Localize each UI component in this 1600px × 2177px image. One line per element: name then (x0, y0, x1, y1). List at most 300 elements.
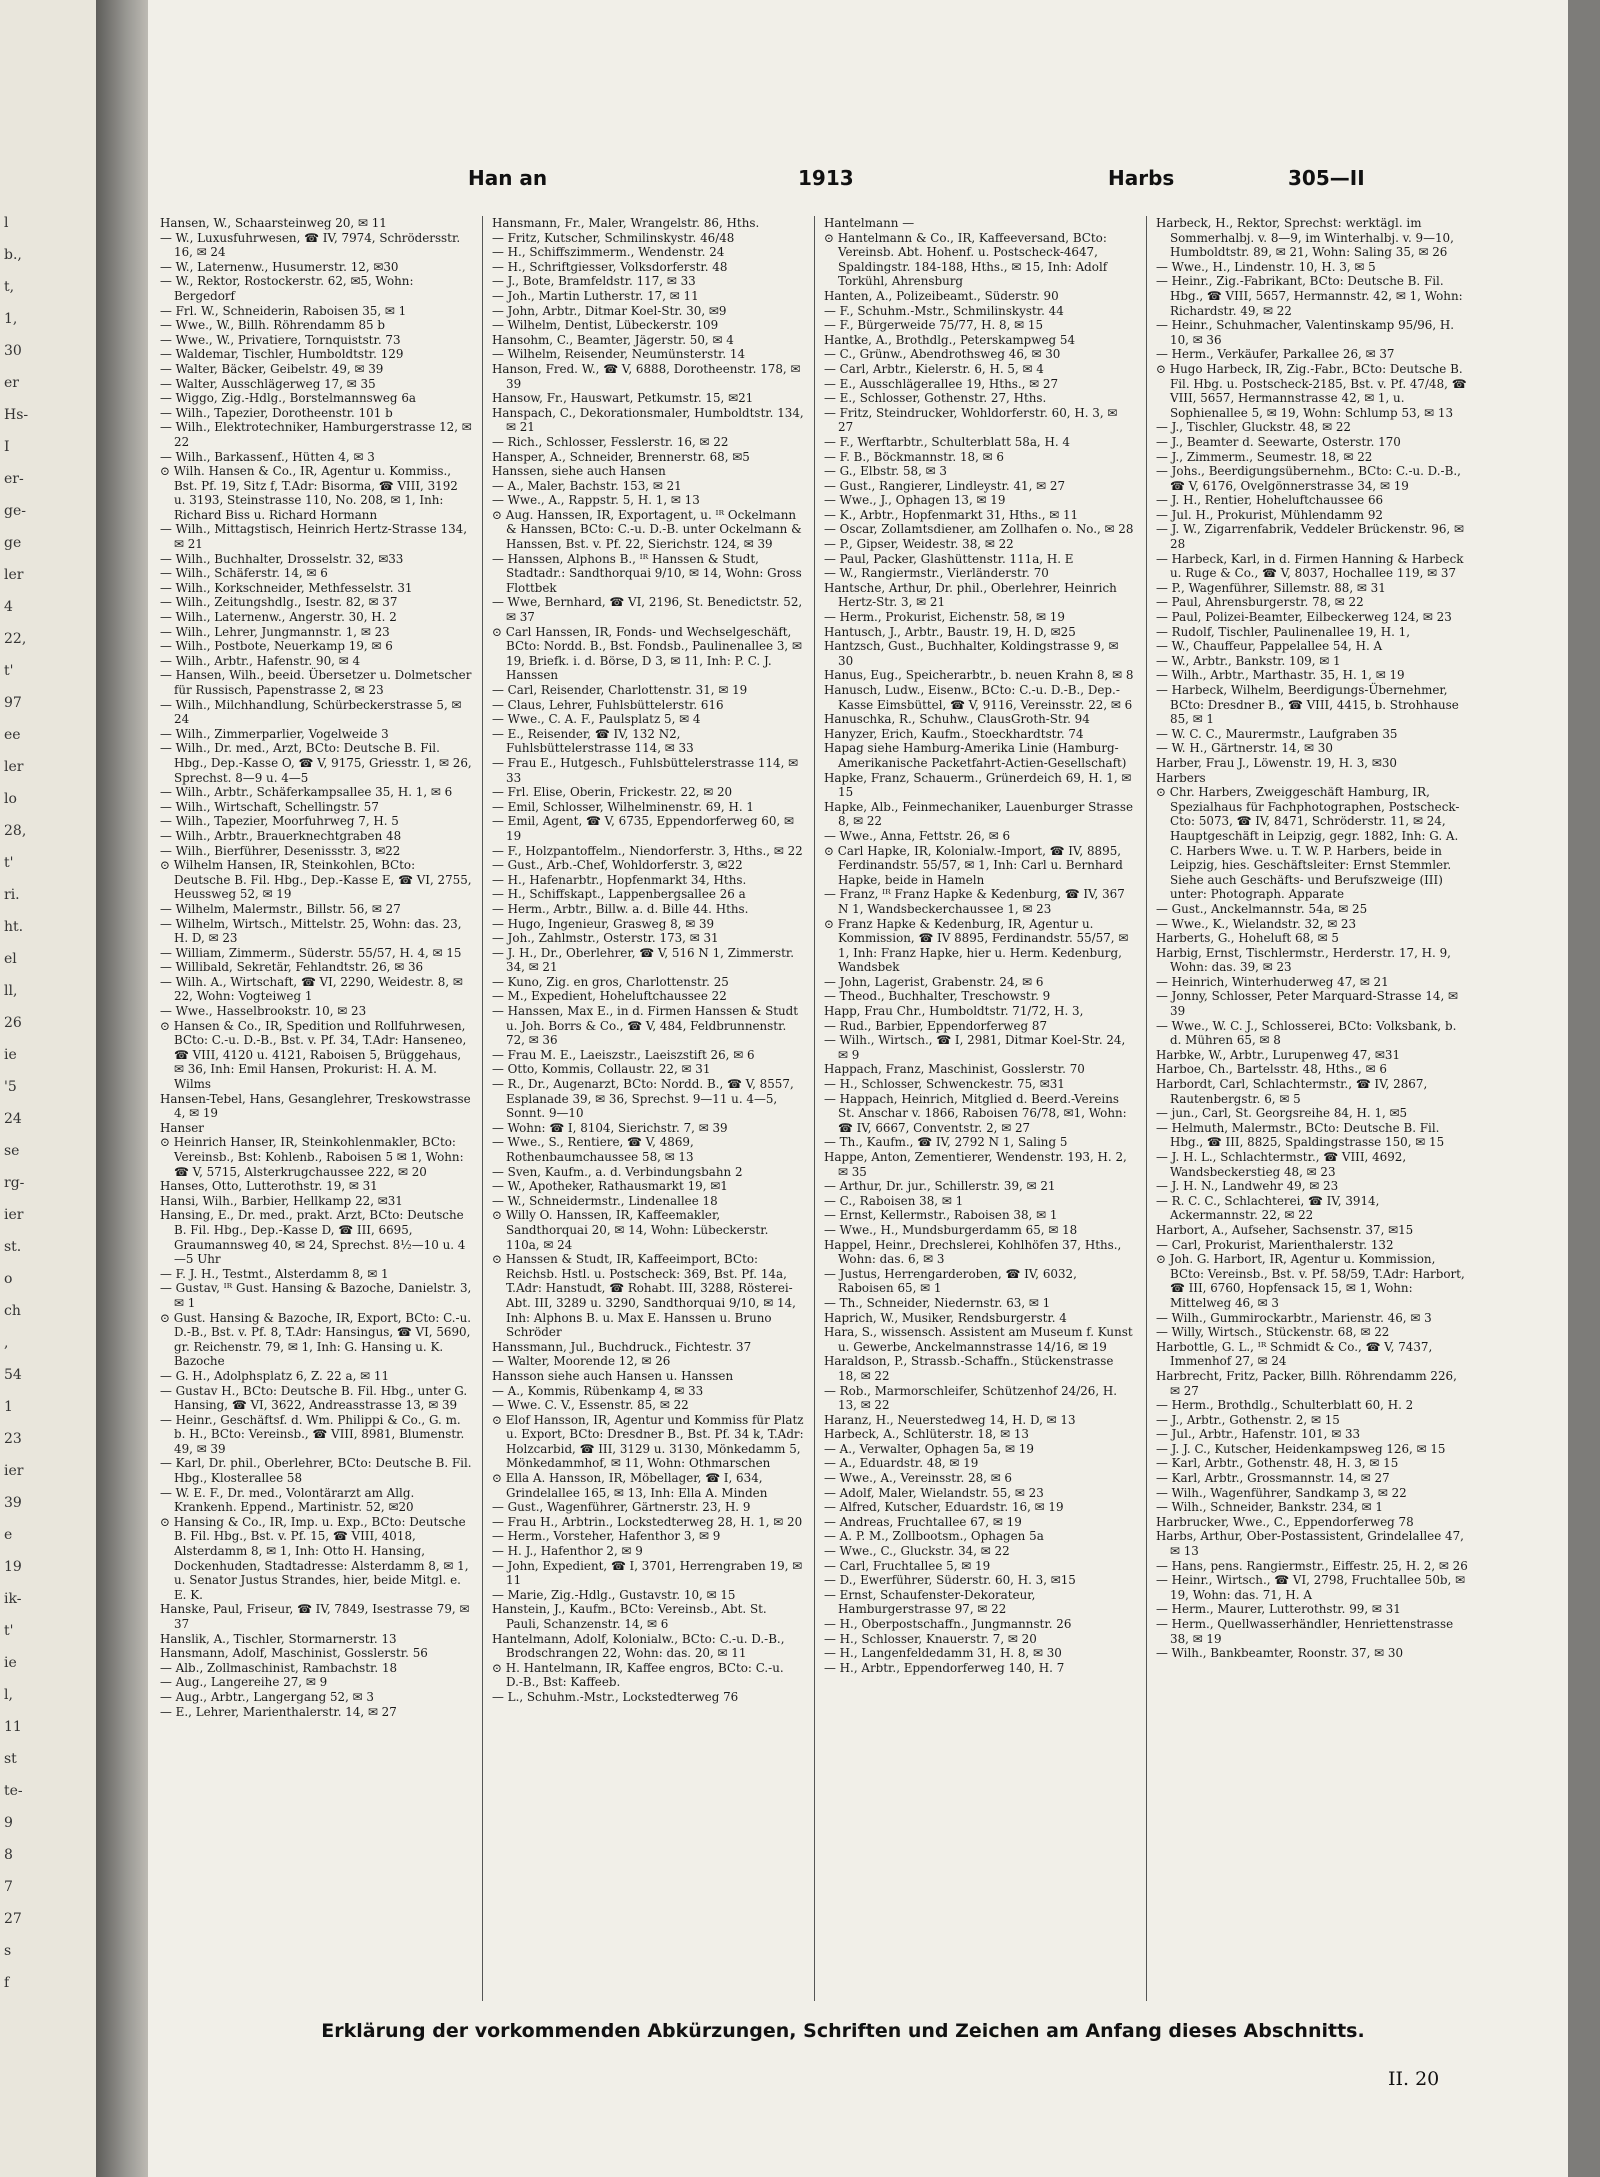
directory-entry: — H., Arbtr., Eppendorferweg 140, H. 7 (824, 1660, 1065, 1675)
directory-entry: — John, Lagerist, Grabenstr. 24, ✉ 6 (824, 974, 1044, 989)
directory-entry: — W., Arbtr., Bankstr. 109, ✉ 1 (1156, 653, 1341, 668)
directory-entry: Haraldson, P., Strassb.-Schaffn., Stückenstrasse 18, ✉ 22 (824, 1354, 1114, 1383)
directory-entry: — E., Ausschlägerallee 19, Hths., ✉ 27 (824, 376, 1059, 391)
directory-entry: — Wwe., Hasselbrookstr. 10, ✉ 23 (160, 1004, 367, 1019)
directory-entry: Happel, Heinr., Drechslerei, Kohlhöfen 37, Hths., Wohn: das. 6, ✉ 3 (824, 1237, 1122, 1267)
previous-page-text-fragment: ie (4, 1047, 17, 1063)
directory-entry: — Hans, pens. Rangiermstr., Eiffestr. 25, H. 2, ✉ 26 (1156, 1558, 1468, 1573)
directory-entry: Hanson, Fred. W., ☎ V, 6888, Dorotheenstr. 178, ✉ 39 (492, 361, 801, 391)
directory-entry: — W. E. F., Dr. med., Volontärarzt am Allg. Krankenh. Eppend., Martinistr. 52, ✉20 (160, 1485, 415, 1515)
directory-entry: — K., Arbtr., Hopfenmarkt 31, Hths., ✉ 11 (824, 507, 1079, 522)
directory-entry: — Emil, Schlosser, Wilhelminenstr. 69, H. 1 (492, 799, 754, 814)
directory-entry: — Wilh., Zeitungshdlg., Isestr. 82, ✉ 37 (160, 595, 398, 610)
directory-entry: Hanuschka, R., Schuhw., ClausGroth-Str. 94 (824, 712, 1090, 727)
directory-entry: — William, Zimmerm., Süderstr. 55/57, H. 4, ✉ 15 (160, 945, 462, 960)
directory-entry: — J., Bote, Bramfeldstr. 117, ✉ 33 (492, 274, 696, 289)
directory-entry: — Wilh., Arbtr., Marthastr. 35, H. 1, ✉ 19 (1156, 668, 1405, 683)
directory-entry: — Theod., Buchhalter, Treschowstr. 9 (824, 989, 1051, 1004)
directory-entry: — Wilh., Tapezier, Moorfuhrweg 7, H. 5 (160, 814, 399, 829)
previous-page-text-fragment: 30 (4, 343, 22, 359)
previous-page-text-fragment: te- (4, 1783, 23, 1799)
directory-entry: Harber, Frau J., Löwenstr. 19, H. 3, ✉30 (1156, 755, 1397, 770)
directory-entry: — Th., Schneider, Niedernstr. 63, ✉ 1 (824, 1295, 1051, 1310)
directory-entry: — Gustav, ᴵᴿ Gust. Hansing & Bazoche, Danielstr. 3, ✉ 1 (160, 1281, 472, 1310)
directory-entry: — Wwe., W., Privatiere, Tornquiststr. 73 (160, 332, 401, 347)
previous-page-text-fragment: Hs- (4, 407, 29, 423)
directory-entry: — W. C. C., Maurermstr., Laufgraben 35 (1156, 726, 1398, 741)
directory-entry: ⊙ Hansing & Co., IR, Imp. u. Exp., BCto: Deutsche B. Fil. Hbg., Bst. v. Pf. 15, ☎ VIII, 4018, Alsterdamm 8, ✉ 1, Inh: Otto H. Hansing, Dockenhuden, Stadtadresse: Alsterdamm 8, ✉ 1, u. Senator Justus Strandes, hier, beide Mitgl. e. E. K. (160, 1514, 469, 1602)
directory-entry: — Frau M. E., Laeiszstr., Laeiszstift 26, ✉ 6 (492, 1047, 755, 1062)
previous-page-text-fragment: f (4, 1975, 10, 1991)
previous-page-text-fragment: ge (4, 535, 22, 551)
directory-entry: — Wilh., Schäferstr. 14, ✉ 6 (160, 566, 328, 581)
directory-entry: Hansohm, C., Beamter, Jägerstr. 50, ✉ 4 (492, 332, 734, 347)
directory-entry: — W., Schneidermstr., Lindenallee 18 (492, 1193, 718, 1208)
directory-entry: — Wilhelm, Dentist, Lübeckerstr. 109 (492, 318, 719, 333)
previous-page-text-fragment: 26 (4, 1015, 22, 1031)
directory-entry: Haprich, W., Musiker, Rendsburgerstr. 4 (824, 1310, 1067, 1325)
directory-entry: — Wilhelm, Reisender, Neumünsterstr. 14 (492, 347, 746, 362)
directory-entry: Hantzsch, Gust., Buchhalter, Koldingstrasse 9, ✉ 30 (824, 639, 1119, 668)
directory-entry: — Wilh., Bankbeamter, Roonstr. 37, ✉ 30 (1156, 1646, 1404, 1661)
previous-page-text-fragment: st. (4, 1239, 22, 1255)
directory-entry: Happ, Frau Chr., Humboldtstr. 71/72, H. 3, (824, 1004, 1084, 1019)
directory-entry: — Rudolf, Tischler, Paulinenallee 19, H. 1, (1156, 624, 1411, 639)
directory-entry: Harberts, G., Hoheluft 68, ✉ 5 (1156, 931, 1339, 946)
directory-entry: Hansmann, Fr., Maler, Wrangelstr. 86, Hths. (492, 216, 760, 230)
directory-entry: — Gustav H., BCto: Deutsche B. Fil. Hbg., unter G. Hansing, ☎ VI, 3622, Andreasstrasse 13, ✉ 39 (160, 1383, 468, 1413)
previous-page-text-fragment: 27 (4, 1911, 22, 1927)
directory-entry: — Wilh., Tapezier, Dorotheenstr. 101 b (160, 405, 393, 420)
directory-entry: Hansen-Tebel, Hans, Gesanglehrer, Treskowstrasse 4, ✉ 19 (160, 1091, 471, 1121)
directory-entry: — W., Luxusfuhrwesen, ☎ IV, 7974, Schrödersstr. 16, ✉ 24 (160, 230, 461, 260)
directory-entry: ⊙ Willy O. Hanssen, IR, Kaffeemakler, Sandthorquai 20, ✉ 14, Wohn: Lübeckerstr. 110a, ✉ 24 (492, 1208, 769, 1252)
directory-page (148, 0, 1568, 2177)
directory-entry: — Joh., Zahlmstr., Osterstr. 173, ✉ 31 (492, 931, 719, 946)
directory-entry: — Wwe., H., Mundsburgerdamm 65, ✉ 18 (824, 1222, 1078, 1237)
directory-entry: — Ernst, Kellermstr., Raboisen 38, ✉ 1 (824, 1208, 1058, 1223)
directory-entry: ⊙ Hanssen & Studt, IR, Kaffeeimport, BCto: Reichsb. Hstl. u. Postscheck: 369, Bst. Pf. 14a, T.Adr: Hanstudt, ☎ Rohabt. III, 3288, Rösterei-Abt. III, 3289 u. 3290, Sandthorquai 9/10, ✉ 14, Inh: Alphons B. u. Max E. Hanssen u. Bruno Schröder (492, 1252, 796, 1340)
directory-entry: Hansow, Fr., Hauswart, Petkumstr. 15, ✉21 (492, 391, 754, 406)
directory-entry: — Wwe., S., Rentiere, ☎ V, 4869, Rothenbaumchaussee 58, ✉ 13 (492, 1135, 694, 1164)
directory-entry: — Wilh., Dr. med., Arzt, BCto: Deutsche B. Fil. Hbg., Dep.-Kasse O, ☎ V, 9175, Griesstr. 1, ✉ 26, Sprechst. 8—9 u. 4—5 (160, 741, 472, 785)
directory-entry: — Wilh., Arbtr., Brauerknechtgraben 48 (160, 828, 402, 843)
directory-entry: — Th., Kaufm., ☎ IV, 2792 N 1, Saling 5 (824, 1135, 1068, 1150)
directory-entry: — W., Rektor, Rostockerstr. 62, ✉5, Wohn: Bergedorf (160, 274, 414, 303)
previous-page-text-fragment: ier (4, 1463, 24, 1479)
previous-page-text-fragment: 9 (4, 1815, 13, 1831)
directory-entry: Hanspach, C., Dekorationsmaler, Humboldtstr. 134, ✉ 21 (492, 405, 804, 435)
directory-entry: ⊙ Heinrich Hanser, IR, Steinkohlenmakler, BCto: Vereinsb., Bst: Kohlenb., Raboisen 5 ✉ 1, Wohn: ☎ V, 5715, Alsterkrugchaussee 222, ✉ 20 (160, 1135, 464, 1179)
directory-entry: ⊙ Hugo Harbeck, IR, Zig.-Fabr., BCto: Deutsche B. Fil. Hbg. u. Postscheck-2185, Bst. v. Pf. 47/48, ☎ VIII, 5657, Hermannstrasse 42, ✉ 1, u. Sophienallee 5, ✉ 19, Wohn: Schlump 53, ✉ 13 (1156, 361, 1467, 420)
directory-entry: — Frl. Elise, Oberin, Frickestr. 22, ✉ 20 (492, 785, 733, 800)
previous-page-text-fragment: ri. (4, 887, 20, 903)
directory-entry: — Aug., Arbtr., Langergang 52, ✉ 3 (160, 1689, 374, 1704)
previous-page-text-fragment: 24 (4, 1111, 22, 1127)
previous-page-text-fragment: 4 (4, 599, 13, 615)
previous-page-text-fragment: ler (4, 759, 24, 775)
directory-entry: Harbig, Ernst, Tischlermstr., Herderstr. 17, H. 9, Wohn: das. 39, ✉ 23 (1156, 945, 1451, 975)
directory-entry: Happach, Franz, Maschinist, Gosslerstr. 70 (824, 1062, 1085, 1077)
directory-entry: — Hansen, Wilh., beeid. Übersetzer u. Dolmetscher für Russisch, Papenstrasse 2, ✉ 23 (160, 668, 472, 697)
previous-page-text-fragment: o (4, 1271, 13, 1287)
previous-page-text-fragment: 19 (4, 1559, 22, 1575)
previous-page-text-fragment: ler (4, 567, 24, 583)
directory-entry: — Herm., Arbtr., Billw. a. d. Bille 44. Hths. (492, 901, 749, 916)
previous-page-text-fragment: ch (4, 1303, 21, 1319)
directory-entry: — Johs., Beerdigungsübernehm., BCto: C.-u. D.-B., ☎ V, 6176, Ovelgönnerstrasse 34, ✉ 19 (1156, 464, 1461, 493)
directory-entry: — Heinr., Geschäftsf. d. Wm. Philippi & Co., G. m. b. H., BCto: Vereinsb., ☎ VIII, 8981, Blumenstr. 49, ✉ 39 (160, 1412, 465, 1456)
directory-entry: ⊙ Elof Hansson, IR, Agentur und Kommiss für Platz u. Export, BCto: Dresdner B., Bst. Pf. 34 k, T.Adr: Holzcarbid, ☎ III, 3129 u. 3130, Mönkedamm 5, Mönkedammhof, ✉ 11, Wohn: Othmarschen (492, 1412, 804, 1471)
directory-entry: Hanusch, Ludw., Eisenw., BCto: C.-u. D.-B., Dep.-Kasse Eimsbüttel, ☎ V, 9116, Vereinsstr. 22, ✉ 6 (824, 683, 1133, 712)
directory-entry: — W., Rangiermstr., Vierländerstr. 70 (824, 566, 1049, 581)
directory-entry: — J. W., Zigarrenfabrik, Veddeler Brückenstr. 96, ✉ 28 (1156, 522, 1464, 552)
previous-page-text-fragment: 23 (4, 1431, 22, 1447)
previous-page-text-fragment: l (4, 215, 9, 231)
directory-entry: ⊙ Wilhelm Hansen, IR, Steinkohlen, BCto: Deutsche B. Fil. Hbg., Dep.-Kasse E, ☎ VI, 2755, Heussweg 52, ✉ 19 (160, 858, 472, 902)
directory-entry: Hansmann, Adolf, Maschinist, Gosslerstr. 56 (160, 1646, 428, 1661)
directory-entry: Hanses, Otto, Lutterothstr. 19, ✉ 31 (160, 1179, 378, 1194)
directory-entry: — Justus, Herrengarderoben, ☎ IV, 6032, Raboisen 65, ✉ 1 (824, 1266, 1077, 1296)
directory-entry: — Otto, Kommis, Collaustr. 22, ✉ 31 (492, 1062, 711, 1077)
directory-entry: Hantelmann — (824, 216, 915, 230)
header-page-number: 305—II (1288, 166, 1365, 190)
directory-entry: — Wwe., A., Rappstr. 5, H. 1, ✉ 13 (492, 493, 700, 508)
directory-entry: — Harbeck, Karl, in d. Firmen Hanning & Harbeck u. Ruge & Co., ☎ V, 8037, Hochallee 119, ✉ 37 (1156, 551, 1464, 581)
directory-entry: — W., Apotheker, Rathausmarkt 19, ✉1 (492, 1179, 728, 1194)
directory-entry: — H. J., Hafenthor 2, ✉ 9 (492, 1544, 643, 1559)
directory-entry: — Wiggo, Zig.-Hdlg., Borstelmannsweg 6a (160, 391, 416, 406)
previous-page-text-fragment: el (4, 951, 17, 967)
directory-entry: — Wwe., K., Wielandstr. 32, ✉ 23 (1156, 916, 1357, 931)
directory-entry: — H., Schriftgiesser, Volksdorferstr. 48 (492, 259, 728, 274)
page-edge (1568, 0, 1600, 2177)
directory-entry: — Emil, Agent, ☎ V, 6735, Eppendorferweg 60, ✉ 19 (492, 814, 794, 843)
directory-entry: ⊙ Aug. Hanssen, IR, Exportagent, u. ᴵᴿ Ockelmann & Hanssen, BCto: C.-u. D.-B. unter Ockelmann & Hanssen, Bst. v. Pf. 22, Sierichstr. 124, ✉ 39 (492, 507, 802, 552)
previous-page-text-fragment: 8 (4, 1847, 13, 1863)
directory-entry: — Frau H., Arbtrin., Lockstedterweg 28, H. 1, ✉ 20 (492, 1514, 803, 1529)
directory-entry: — Walter, Moorende 12, ✉ 26 (492, 1354, 671, 1369)
directory-entry: ⊙ Franz Hapke & Kedenburg, IR, Agentur u. Kommission, ☎ IV 8895, Ferdinandstr. 55/57, ✉ 1, Inh: Franz Hapke, hier u. Herm. Kedenburg, Wandsbek (824, 916, 1129, 975)
directory-entry: — Wilh., Lehrer, Jungmannstr. 1, ✉ 23 (160, 624, 390, 639)
directory-entry: — Wilh., Arbtr., Schäferkampsallee 35, H. 1, ✉ 6 (160, 785, 453, 800)
directory-entry: Hanslik, A., Tischler, Stormarnerstr. 13 (160, 1631, 397, 1646)
directory-entry: Hanser (160, 1120, 204, 1135)
directory-entry: Haranz, H., Neuerstedweg 14, H. D, ✉ 13 (824, 1412, 1076, 1427)
previous-page-text-fragment: ee (4, 727, 21, 743)
directory-entry: Hanstein, J., Kaufm., BCto: Vereinsb., Abt. St. Pauli, Schanzenstr. 14, ✉ 6 (492, 1602, 767, 1631)
directory-entry: — Jul. H., Prokurist, Mühlendamm 92 (1156, 507, 1383, 522)
directory-entry: — Carl, Reisender, Charlottenstr. 31, ✉ 19 (492, 683, 748, 697)
directory-entry: Hapke, Alb., Feinmechaniker, Lauenburger Strasse 8, ✉ 22 (824, 799, 1134, 829)
directory-entry: — Wwe. C. V., Essenstr. 85, ✉ 22 (492, 1398, 689, 1413)
directory-entry: — Heinr., Schuhmacher, Valentinskamp 95/96, H. 10, ✉ 36 (1156, 318, 1455, 347)
directory-entry: — Wilhelm, Malermstr., Billstr. 56, ✉ 27 (160, 901, 401, 916)
directory-entry: — Carl, Prokurist, Marienthalerstr. 132 (1156, 1237, 1394, 1252)
directory-entry: — H., Langenfeldedamm 31, H. 8, ✉ 30 (824, 1646, 1062, 1661)
directory-entry: — Joh., Martin Lutherstr. 17, ✉ 11 (492, 288, 699, 303)
directory-entry: — W., Chauffeur, Pappelallee 54, H. A (1156, 639, 1383, 654)
directory-entry: — Adolf, Maler, Wielandstr. 55, ✉ 23 (824, 1485, 1044, 1500)
directory-entry: — Wilh., Bierführer, Desenissstr. 3, ✉22 (160, 843, 401, 858)
directory-entry: — E., Reisender, ☎ IV, 132 N2, Fuhlsbüttelerstrasse 114, ✉ 33 (492, 726, 694, 756)
directory-entry: — H., Schiffskapt., Lappenbergsallee 26 a (492, 887, 746, 902)
directory-entry: — Herm., Quellwasserhändler, Henriettenstrasse 38, ✉ 19 (1156, 1617, 1454, 1646)
directory-entry: — Wwe., C. A. F., Paulsplatz 5, ✉ 4 (492, 712, 701, 727)
signature-mark: II. 20 (1388, 2068, 1440, 2090)
previous-page-text-fragment: ge- (4, 503, 26, 519)
directory-entry: Hantusch, J., Arbtr., Baustr. 19, H. D, ✉25 (824, 624, 1076, 639)
directory-entry: — Helmuth, Malermstr., BCto: Deutsche B. Fil. Hbg., ☎ III, 8825, Spaldingstrasse 150, ✉ 15 (1156, 1120, 1445, 1150)
directory-entry: — C., Grünw., Abendrothsweg 46, ✉ 30 (824, 347, 1061, 362)
directory-entry: — Frl. W., Schneiderin, Raboisen 35, ✉ 1 (160, 303, 407, 318)
directory-entry: Hapke, Franz, Schauerm., Grünerdeich 69, H. 1, ✉ 15 (824, 770, 1132, 800)
directory-entry: — H., Hafenarbtr., Hopfenmarkt 34, Hths. (492, 872, 747, 887)
previous-page-text-fragment: 1 (4, 1399, 13, 1415)
directory-entry: — Hugo, Ingenieur, Grasweg 8, ✉ 39 (492, 916, 715, 931)
directory-entry: — Kuno, Zig. en gros, Charlottenstr. 25 (492, 974, 729, 989)
directory-entry: — Carl, Arbtr., Kielerstr. 6, H. 5, ✉ 4 (824, 361, 1044, 376)
directory-entry: — H., Schiffszimmerm., Wendenstr. 24 (492, 245, 725, 260)
column-divider (814, 216, 815, 2001)
directory-entry: — Wilh., Milchhandlung, Schürbeckerstrasse 5, ✉ 24 (160, 697, 462, 727)
previous-page-text-fragment: rg- (4, 1175, 25, 1191)
directory-entry: Harbottle, G. L., ᴵᴿ Schmidt & Co., ☎ V, 7437, Immenhof 27, ✉ 24 (1156, 1339, 1433, 1369)
directory-entry: — Gust., Arb.-Chef, Wohldorferstr. 3, ✉22 (492, 858, 743, 873)
directory-entry: — Wwe., W. C. J., Schlosserei, BCto: Volksbank, b. d. Mühren 65, ✉ 8 (1156, 1018, 1457, 1048)
previous-page-text-fragment: ie (4, 1655, 17, 1671)
directory-entry: — C., Raboisen 38, ✉ 1 (824, 1193, 964, 1208)
previous-page-text-fragment: 11 (4, 1719, 22, 1735)
directory-entry: — Karl, Arbtr., Gothenstr. 48, H. 3, ✉ 15 (1156, 1456, 1399, 1471)
book-gutter (96, 0, 148, 2177)
directory-entry: — F., Werftarbtr., Schulterblatt 58a, H. 4 (824, 434, 1070, 449)
directory-entry: — Wilhelm, Wirtsch., Mittelstr. 25, Wohn: das. 23, H. D, ✉ 23 (160, 916, 462, 946)
directory-entry: — P., Wagenführer, Sillemstr. 88, ✉ 31 (1156, 580, 1386, 595)
directory-entry: — Heinrich, Winterhuderweg 47, ✉ 21 (1156, 974, 1389, 989)
directory-entry: — D., Ewerführer, Süderstr. 60, H. 3, ✉15 (824, 1573, 1076, 1588)
directory-entry: — Sven, Kaufm., a. d. Verbindungsbahn 2 (492, 1164, 743, 1179)
directory-entry: — H., Schlosser, Knauerstr. 7, ✉ 20 (824, 1631, 1037, 1646)
directory-entry: Harbort, A., Aufseher, Sachsenstr. 37, ✉15 (1156, 1222, 1414, 1237)
previous-page-text-fragment: 1, (4, 311, 18, 327)
directory-entry: — Claus, Lehrer, Fuhlsbüttelerstr. 616 (492, 697, 724, 712)
directory-entry: — jun., Carl, St. Georgsreihe 84, H. 1, ✉5 (1156, 1106, 1408, 1121)
previous-page-text-fragment: 54 (4, 1367, 22, 1383)
directory-entry: ⊙ Joh. G. Harbort, IR, Agentur u. Kommission, BCto: Vereinsb., Bst. v. Pf. 58/59, T.Adr: Harbort, ☎ III, 6760, Hopfensack 15, ✉ 1, Wohn: Mittelweg 46, ✉ 3 (1156, 1252, 1465, 1310)
directory-entry: — Wwe., H., Lindenstr. 10, H. 3, ✉ 5 (1156, 259, 1376, 274)
directory-entry: — Happach, Heinrich, Mitglied d. Beerd.-Vereins St. Anschar v. 1866, Raboisen 76/78, ✉1, Wohn: ☎ IV, 6667, Conventstr. 2, ✉ 27 (824, 1091, 1127, 1135)
directory-entry: — Fritz, Steindrucker, Wohldorferstr. 60, H. 3, ✉ 27 (824, 405, 1118, 435)
previous-page-text-fragment: l, (4, 1687, 13, 1703)
directory-column-1 (160, 216, 472, 2001)
previous-page-text-fragment: er- (4, 471, 24, 487)
directory-entry: Hansi, Wilh., Barbier, Hellkamp 22, ✉31 (160, 1193, 403, 1208)
directory-entry: Hanssen, siehe auch Hansen (492, 464, 666, 479)
directory-entry: — A., Verwalter, Ophagen 5a, ✉ 19 (824, 1441, 1034, 1456)
directory-entry: Hapag siehe Hamburg-Amerika Linie (Hamburg-Amerikanische Packetfahrt-Actien-Gesellschaft) (824, 741, 1127, 770)
directory-entry: — Wwe., A., Vereinsstr. 28, ✉ 6 (824, 1471, 1013, 1486)
directory-entry: — Herm., Verkäufer, Parkallee 26, ✉ 37 (1156, 347, 1395, 362)
directory-entry: Hanske, Paul, Friseur, ☎ IV, 7849, Isestrasse 79, ✉37 (160, 1602, 470, 1631)
directory-entry: Hantke, A., Brothdlg., Peterskampweg 54 (824, 332, 1076, 347)
directory-entry: — F. B., Böckmannstr. 18, ✉ 6 (824, 449, 1004, 464)
directory-entry: — Wilh., Postbote, Neuerkamp 19, ✉ 6 (160, 639, 393, 654)
directory-entry: Harbordt, Carl, Schlachtermstr., ☎ IV, 2867, Rautenbergstr. 6, ✉ 5 (1156, 1077, 1428, 1106)
directory-entry: — Wwe., C., Gluckstr. 34, ✉ 22 (824, 1544, 1010, 1559)
directory-entry: — A., Kommis, Rübenkamp 4, ✉ 33 (492, 1383, 704, 1398)
header-year: 1913 (798, 166, 854, 190)
directory-entry: Harbeck, H., Rektor, Sprechst: werktägl. im Sommerhalbj. v. 8—9, im Winterhalbj. v. 9—10, Humboldtstr. 89, ✉ 21, Wohn: Saling 35, ✉ 26 (1156, 216, 1454, 260)
directory-entry: — Frau E., Hutgesch., Fuhlsbüttelerstrasse 114, ✉ 33 (492, 755, 799, 785)
directory-entry: — Wwe., W., Billh. Röhrendamm 85 b (160, 318, 385, 333)
directory-entry: — Hanssen, Alphons B., ᴵᴿ Hanssen & Studt, Stadtadr.: Sandthorquai 9/10, ✉ 14, Wohn: Gross Flottbek (492, 551, 802, 595)
directory-entry: ⊙ Hantelmann & Co., IR, Kaffeeversand, BCto: Vereinsb. Abt. Hohenf. u. Postscheck-4647, Spaldingstr. 184-188, Hths., ✉ 15, Inh: Adolf Torkühl, Ahrensburg (824, 230, 1108, 289)
previous-page-text-fragment: 22, (4, 631, 27, 647)
directory-entry: — H., Oberpostschaffn., Jungmannstr. 26 (824, 1617, 1072, 1631)
directory-entry: — Wilh., Gummirockarbtr., Marienstr. 46, ✉ 3 (1156, 1310, 1432, 1325)
directory-entry: — W., Laternenw., Husumerstr. 12, ✉30 (160, 259, 399, 274)
directory-entry: — Fritz, Kutscher, Schmilinskystr. 46/48 (492, 230, 735, 245)
directory-entry: Harbke, W., Arbtr., Lurupenweg 47, ✉31 (1156, 1047, 1401, 1062)
previous-page-text-fragment: se (4, 1143, 20, 1159)
directory-entry: — Willibald, Sekretär, Fehlandtstr. 26, ✉ 36 (160, 960, 424, 975)
directory-entry: Hansing, E., Dr. med., prakt. Arzt, BCto: Deutsche B. Fil. Hbg., Dep.-Kasse D, ☎ III, 6695, Graumannsweg 40, ✉ 24, Sprechst. 8½—10 u. 4—5 Uhr (160, 1208, 466, 1267)
directory-entry: — Waldemar, Tischler, Humboldtstr. 129 (160, 347, 404, 362)
header-left-keyword: Han an (468, 166, 548, 190)
directory-entry: — Wilh., Wirtschaft, Schellingstr. 57 (160, 799, 379, 814)
directory-entry: — E., Schlosser, Gothenstr. 27, Hths. (824, 391, 1047, 406)
directory-entry: — J. J. C., Kutscher, Heidenkampsweg 126, ✉ 15 (1156, 1441, 1446, 1456)
directory-entry: — Wwe, Bernhard, ☎ VI, 2196, St. Benedictstr. 52, ✉ 37 (492, 595, 803, 625)
directory-entry: — Jonny, Schlosser, Peter Marquard-Strasse 14, ✉ 39 (1156, 989, 1458, 1019)
directory-entry: Hansen, W., Schaarsteinweg 20, ✉ 11 (160, 216, 387, 230)
directory-entry: Hantsche, Arthur, Dr. phil., Oberlehrer, Heinrich Hertz-Str. 3, ✉ 21 (824, 580, 1117, 610)
directory-entry: — J. H. N., Landwehr 49, ✉ 23 (1156, 1179, 1339, 1194)
directory-entry: — John, Arbtr., Ditmar Koel-Str. 30, ✉9 (492, 303, 727, 318)
previous-page-text-fragment: ier (4, 1207, 24, 1223)
directory-entry: Hanus, Eug., Speicherarbtr., b. neuen Krahn 8, ✉ 8 (824, 668, 1134, 683)
directory-entry: — P., Gipser, Weidestr. 38, ✉ 22 (824, 537, 1014, 552)
directory-entry: — Herm., Maurer, Lutterothstr. 99, ✉ 31 (1156, 1602, 1401, 1617)
directory-entry: — F. J. H., Testmt., Alsterdamm 8, ✉ 1 (160, 1266, 389, 1281)
directory-entry: — Wilh., Arbtr., Hafenstr. 90, ✉ 4 (160, 653, 361, 668)
directory-entry: Hansson siehe auch Hansen u. Hanssen (492, 1368, 734, 1383)
directory-entry: — Paul, Packer, Glashüttenstr. 111a, H. E (824, 551, 1074, 566)
directory-entry: ⊙ Chr. Harbers, Zweiggeschäft Hamburg, IR, Spezialhaus für Fachphotographen, Postscheck-Cto: 5073, ☎ IV, 8471, Schröderstr. 11, ✉ 24, Hauptgeschäft in Leipzig, gegr. 1882, Inh: G. A. C. Harbers Wwe. u. T. W. P. Harbers, beide in Leipzig, hies. Geschäftsleiter: Ernst Stemmler. Siehe auch Geschäfts- und Berufszweige (III) unter: Photograph. Apparate (1156, 785, 1460, 902)
directory-entry: — Karl, Dr. phil., Oberlehrer, BCto: Deutsche B. Fil. Hbg., Klosterallee 58 (160, 1456, 472, 1486)
directory-entry: — G. H., Adolphsplatz 6, Z. 22 a, ✉ 11 (160, 1368, 390, 1383)
previous-page-text-fragment: , (4, 1335, 9, 1351)
directory-column-2 (492, 216, 804, 2001)
directory-entry: — R. C. C., Schlachterei, ☎ IV, 3914, Ackermannstr. 22, ✉ 22 (1156, 1193, 1380, 1223)
directory-entry: — Karl, Arbtr., Grossmannstr. 14, ✉ 27 (1156, 1471, 1390, 1486)
directory-entry: — F., Bürgerweide 75/77, H. 8, ✉ 15 (824, 318, 1044, 333)
column-divider (1146, 216, 1147, 2001)
header-right-keyword: Harbs (1108, 166, 1175, 190)
directory-entry: Harbs, Arthur, Ober-Postassistent, Grindelallee 47, ✉ 13 (1156, 1529, 1464, 1559)
directory-entry: ⊙ Ella A. Hansson, IR, Möbellager, ☎ I, 634, Grindelallee 165, ✉ 13, Inh: Ella A. Minden (492, 1471, 768, 1500)
abbreviation-note: Erklärung der vorkommenden Abkürzungen, Schriften und Zeichen am Anfang dieses Abschnitts. (321, 2020, 1365, 2042)
directory-entry: ⊙ H. Hantelmann, IR, Kaffee engros, BCto: C.-u. D.-B., Bst: Kaffeeb. (492, 1660, 784, 1690)
directory-entry: — M., Expedient, Hoheluftchaussee 22 (492, 989, 727, 1004)
directory-entry: — Aug., Langereihe 27, ✉ 9 (160, 1675, 328, 1690)
previous-page-text-fragment: e (4, 1527, 13, 1543)
directory-entry: — J., Tischler, Gluckstr. 48, ✉ 22 (1156, 420, 1351, 435)
previous-page-text-fragment: st (4, 1751, 17, 1767)
directory-entry: — Hanssen, Max E., in d. Firmen Hanssen & Studt u. Joh. Borrs & Co., ☎ V, 484, Feldbrunnenstr. 72, ✉ 36 (492, 1004, 799, 1048)
directory-entry: — John, Expedient, ☎ I, 3701, Herrengraben 19, ✉ 11 (492, 1558, 803, 1588)
directory-entry: — Rud., Barbier, Eppendorferweg 87 (824, 1018, 1048, 1033)
directory-entry: — Paul, Ahrensburgerstr. 78, ✉ 22 (1156, 595, 1364, 610)
directory-entry: — Herm., Brothdlg., Schulterblatt 60, H. 2 (1156, 1398, 1414, 1413)
previous-page-text-fragment: ht. (4, 919, 24, 935)
directory-entry: — J. H. L., Schlachtermstr., ☎ VIII, 4692, Wandsbeckerstieg 48, ✉ 23 (1156, 1150, 1407, 1179)
directory-entry: Happe, Anton, Zementierer, Wendenstr. 193, H. 2, ✉ 35 (824, 1150, 1127, 1179)
directory-entry: — A., Maler, Bachstr. 153, ✉ 21 (492, 478, 682, 493)
directory-entry: ⊙ Gust. Hansing & Bazoche, IR, Export, BCto: C.-u. D.-B., Bst. v. Pf. 8, T.Adr: Hansingus, ☎ VI, 5690, gr. Reichenstr. 79, ✉ 1, Inh: G. Hansing u. K. Bazoche (160, 1310, 472, 1369)
directory-entry: — Wilh., Zimmerparlier, Vogelweide 3 (160, 726, 389, 741)
directory-entry: — J., Arbtr., Gothenstr. 2, ✉ 15 (1156, 1412, 1340, 1427)
directory-entry: — Heinr., Wirtsch., ☎ VI, 2798, Fruchtallee 50b, ✉ 19, Wohn: das. 71, H. A (1156, 1573, 1466, 1602)
directory-entry: — Alb., Zollmaschinist, Rambachstr. 18 (160, 1660, 398, 1675)
previous-page-text-fragment: 28, (4, 823, 27, 839)
directory-entry: — Wilh., Mittagstisch, Heinrich Hertz-Strasse 134, ✉ 21 (160, 522, 467, 552)
directory-entry: — Wilh., Elektrotechniker, Hamburgerstrasse 12, ✉ 22 (160, 420, 472, 449)
directory-entry: Hantelmann, Adolf, Kolonialw., BCto: C.-u. D.-B., Brodschrangen 22, Wohn: das. 20, ✉ 11 (492, 1631, 785, 1661)
directory-entry: ⊙ Carl Hapke, IR, Kolonialw.-Import, ☎ IV, 8895, Ferdinandstr. 55/57, ✉ 1, Inh: Carl u. Bernhard Hapke, beide in Hameln (824, 843, 1123, 887)
previous-page-text-fragment: t' (4, 1623, 14, 1639)
directory-entry: — Arthur, Dr. jur., Schillerstr. 39, ✉ 21 (824, 1179, 1056, 1194)
directory-entry: — Rich., Schlosser, Fesslerstr. 16, ✉ 22 (492, 434, 729, 449)
directory-entry: — Wwe., J., Ophagen 13, ✉ 19 (824, 493, 1006, 508)
previous-page-text-fragment: s (4, 1943, 12, 1959)
directory-entry: — J., Zimmerm., Seumestr. 18, ✉ 22 (1156, 449, 1373, 464)
directory-entry: — Wwe., Anna, Fettstr. 26, ✉ 6 (824, 828, 1011, 843)
directory-column-4 (1156, 216, 1468, 2001)
directory-entry: Hara, S., wissensch. Assistent am Museum f. Kunst u. Gewerbe, Anckelmannstrasse 14/16, ✉ 19 (824, 1325, 1133, 1354)
directory-entry: — H., Schlosser, Schwenckestr. 75, ✉31 (824, 1077, 1065, 1092)
previous-page-fragment (0, 0, 98, 2177)
directory-entry: — Wilh., Laternenw., Angerstr. 30, H. 2 (160, 610, 397, 625)
directory-entry: — Marie, Zig.-Hdlg., Gustavstr. 10, ✉ 15 (492, 1587, 736, 1602)
directory-entry: — J. H., Dr., Oberlehrer, ☎ V, 516 N 1, Zimmerstr. 34, ✉ 21 (492, 945, 795, 975)
directory-entry: — A., Eduardstr. 48, ✉ 19 (824, 1456, 979, 1471)
directory-entry: — Wilh., Schneider, Bankstr. 234, ✉ 1 (1156, 1500, 1383, 1515)
column-divider (482, 216, 483, 2001)
previous-page-text-fragment: 7 (4, 1879, 13, 1895)
directory-entry: — Rob., Marmorschleifer, Schützenhof 24/26, H. 13, ✉ 22 (824, 1383, 1118, 1413)
previous-page-text-fragment: t, (4, 279, 15, 295)
directory-entry: — Heinr., Zig.-Fabrikant, BCto: Deutsche B. Fil. Hbg., ☎ VIII, 5657, Hermannstr. 42, ✉ 1, Wohn: Richardstr. 49, ✉ 22 (1156, 274, 1463, 318)
directory-entry: — Herm., Vorsteher, Hafenthor 3, ✉ 9 (492, 1529, 721, 1544)
previous-page-text-fragment: I (4, 439, 10, 455)
directory-entry: — Ernst, Schaufenster-Dekorateur, Hamburgerstrasse 97, ✉ 22 (824, 1587, 1036, 1617)
directory-entry: — Paul, Polizei-Beamter, Eilbeckerweg 124, ✉ 23 (1156, 610, 1452, 625)
directory-entry: — R., Dr., Augenarzt, BCto: Nordd. B., ☎ V, 8557, Esplanade 39, ✉ 36, Sprechst. 9—11 u. 4—5, Sonnt. 9—10 (492, 1077, 794, 1121)
directory-entry: — Oscar, Zollamtsdiener, am Zollhafen o. No., ✉ 28 (824, 522, 1134, 537)
directory-entry: Harbeck, A., Schlüterstr. 18, ✉ 13 (824, 1427, 1029, 1442)
directory-entry: — W. H., Gärtnerstr. 14, ✉ 30 (1156, 741, 1333, 756)
previous-page-text-fragment: ll, (4, 983, 18, 999)
directory-entry: Harbrecht, Fritz, Packer, Billh. Röhrendamm 226, ✉ 27 (1156, 1368, 1457, 1398)
directory-entry: — G., Elbstr. 58, ✉ 3 (824, 464, 947, 479)
directory-entry: — Wilh., Barkassenf., Hütten 4, ✉ 3 (160, 449, 375, 464)
directory-entry: Hanten, A., Polizeibeamt., Süderstr. 90 (824, 288, 1059, 303)
previous-page-text-fragment: t' (4, 855, 14, 871)
directory-entry: Hanyzer, Erich, Kaufm., Stoeckhardtstr. 74 (824, 726, 1084, 741)
previous-page-text-fragment: ik- (4, 1591, 22, 1607)
